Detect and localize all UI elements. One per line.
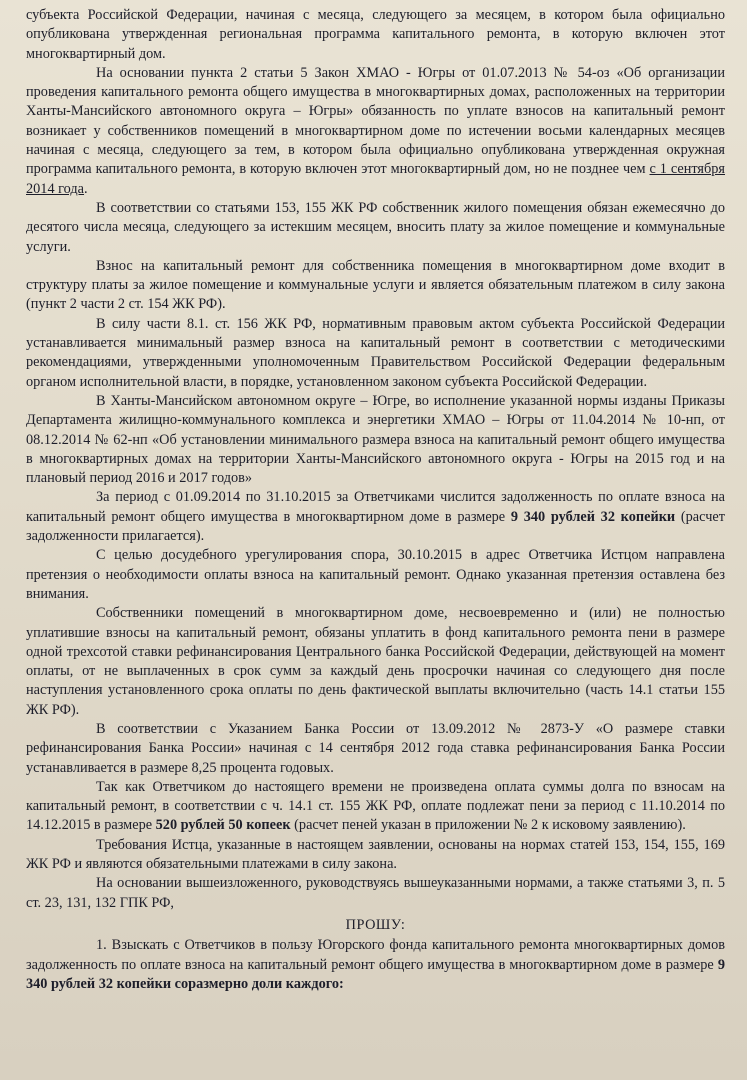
paragraph-hmao-law-end: . [84,180,88,197]
paragraph-penalty-amount [26,778,725,836]
paragraph-debt-end: (расчет задолженности прилагается). [26,508,725,545]
paragraph-penalty-rule: Собственники помещений в многоквартирном доме, несвоевременно и (или) не полностью уплатившие взносы на капитальный ремонт, обязаны уплатить в фонд капитального ремонта пени в размере одной трехсотой ставки рефинансирования Центрального банка Российской Федерации, действующей на момент оплаты, от не выплаченных в срок сумм за каждый день просрочки начиная со следующего дня после наступления установленного срока оплаты по день фактической выплаты включительно (часть 14.1 статьи 155 ЖК РФ). [26,605,725,718]
paragraph-legal-grounds: На основании вышеизложенного, руководствуясь вышеуказанными нормами, а также статьями 3, п. 5 ст. 23, 131, 132 ГПК РФ, [26,875,725,911]
paragraph-articles-153-155: В соответствии со статьями 153, 155 ЖК РФ собственник жилого помещения обязан ежемесячно до десятого числа месяца, следующего за истекшим месяцем, вносить плату за жилое помещение и коммунальные услуги. [26,199,725,255]
penalty-amount: 520 рублей 50 копеек [155,817,291,834]
paragraph-debt [26,488,725,546]
paragraph-hmao-orders: В Ханты-Мансийском автономном округе – Югре, во исполнение указанной нормы изданы Приказы Департамента жилищно-коммунального комплекса и энергетики ХМАО – Югры от 11.04.2014 № 10-нп, от 08.12.2014 № 62-нп «Об установлении минимального размера взноса на капитальный ремонт общего имущества в многоквартирных домах на территории Ханты-Мансийского автономного округа - Югры на 2015 год и на плановый период 2016 и 2017 годов» [26,392,725,487]
paragraph-contribution-structure: Взнос на капитальный ремонт для собственника помещения в многоквартирном доме входит в структуру платы за жилое помещение и коммунальные услуги и является обязательным платежом в силу закона (пункт 2 части 2 ст. 154 ЖК РФ). [26,257,725,313]
deadline-date: с 1 сентября 2014 года [26,161,725,197]
request-item-1 [26,936,725,994]
debt-amount: 9 340 рублей 32 копейки [510,508,676,525]
paragraph-claim: С целью досудебного урегулирования спора, 30.10.2015 в адрес Ответчика Истцом направлена претензия о необходимости оплаты взноса на капитальный ремонт. Однако указанная претензия оставлена без внимания. [26,547,725,602]
paragraph-penalty-text: Так как Ответчиком до настоящего времени не произведена оплата суммы долга по взносам на капитальный ремонт, в соответствии с ч. 14.1 ст. 155 ЖК РФ, оплате подлежат пени за период с 11.10.2014 по 14.12.2015 в размере [26,778,725,834]
request-item-1-text: 1. Взыскать с Ответчиков в пользу Югорского фонда капитального ремонта многоквартирных домов задолженность по оплате взноса на капитальный ремонт общего имущества в многоквартирном доме в размере [26,937,725,973]
paragraph-hmao-law-text: На основании пункта 2 статьи 5 Закон ХМАО - Югры от 01.07.2013 № 54-оз «Об организации проведения капитального ремонта общего имущества в многоквартирных домах, расположенных на территории Ханты-Мансийского автономного округа – Югры» обязанность по уплате взносов на капитальный ремонт возникает у собственников помещений в многоквартирном доме по истечении восьми календарных месяцев начиная с месяца, следующего за тем, в котором была официально опубликована утвержденная окружная программа капитального ремонта, в которую включен этот многоквартирный дом, но не позднее чем [26,64,725,178]
request-item-1-amount: 9 340 рублей 32 копейки соразмерно доли каждого: [26,956,725,992]
paragraph-penalty-end: (расчет пеней указан в приложении № 2 к исковому заявлению). [290,817,686,834]
paragraph-intro: субъекта Российской Федерации, начиная с месяца, следующего за месяцем, в котором была официально опубликована утвержденная региональная программа капитального ремонта, в которую включен этот многоквартирный дом. [26,7,725,62]
request-heading: ПРОШУ: [345,916,406,933]
paragraph-requirements-basis: Требования Истца, указанные в настоящем заявлении, основаны на нормах статей 153, 154, 155, 169 ЖК РФ и являются обязательными платежами в силу закона. [26,836,725,873]
paragraph-refinancing-rate: В соответствии с Указанием Банка России от 13.09.2012 № 2873-У «О размере ставки рефинансирования Банка России» начиная с 14 сентября 2012 года ставка рефинансирования Банка России устанавливается в размере 8,25 процента годовых. [26,720,725,776]
paragraph-debt-text: За период с 01.09.2014 по 31.10.2015 за Ответчиками числится задолженность по оплате взноса на капитальный ремонт общего имущества в многоквартирном доме в размере [26,489,725,525]
paragraph-article-156: В силу части 8.1. ст. 156 ЖК РФ, нормативным правовым актом субъекта Российской Федерации устанавливается минимальный размер взноса на капитальный ремонт в соответствии с методическими рекомендациями, утвержденными уполномоченным Правительством Российской Федерации федеральным органом исполнительной власти, в порядке, установленном законом субъекта Российской Федерации. [26,315,725,390]
paragraph-hmao-law [26,64,725,199]
